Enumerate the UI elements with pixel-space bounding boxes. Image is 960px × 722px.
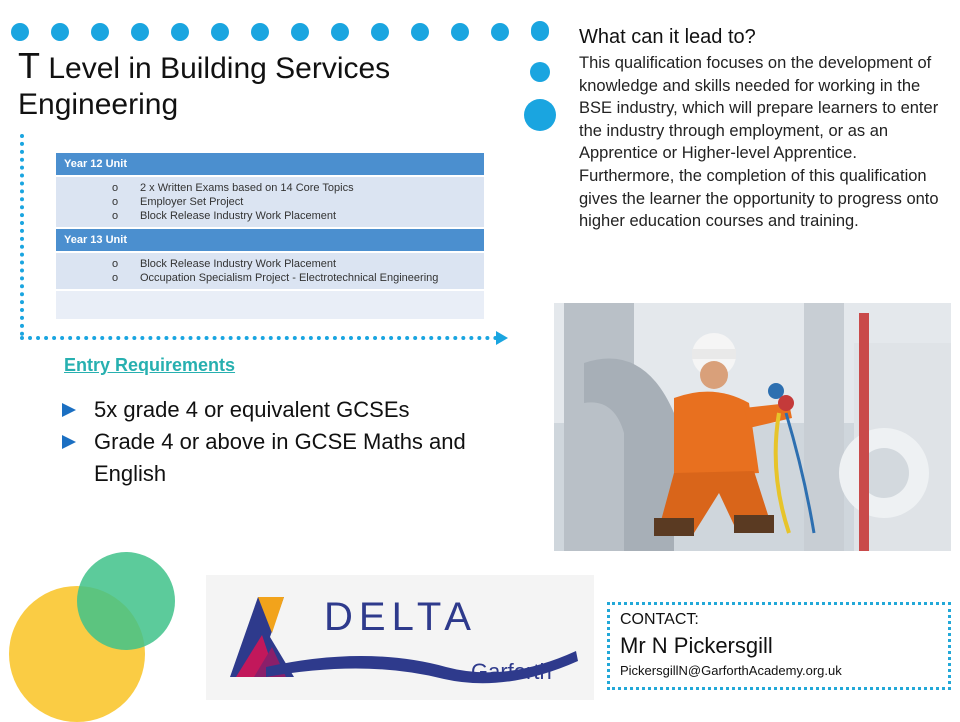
requirement-text: Grade 4 or above in GCSE Maths and English — [94, 429, 466, 486]
units-table — [56, 153, 484, 319]
arrow-bullet-icon — [62, 403, 76, 417]
decorative-dot — [530, 62, 550, 82]
bullet-icon: o — [112, 196, 119, 208]
list-item — [56, 271, 484, 285]
title-t: T — [18, 45, 40, 86]
decorative-dot — [524, 99, 556, 131]
engineer-photo — [554, 303, 951, 551]
unit-body-year12 — [56, 175, 484, 229]
entry-requirements-heading: Entry Requirements — [64, 355, 236, 375]
logo-name: DELTA — [324, 595, 477, 639]
logo-sub: Garforth — [471, 659, 552, 684]
unit-item-text: Block Release Industry Work Placement — [140, 210, 337, 222]
decorative-dot — [411, 23, 429, 41]
decorative-dot — [291, 23, 309, 41]
list-item — [62, 394, 542, 426]
bullet-icon: o — [112, 182, 119, 194]
contact-box — [607, 602, 951, 690]
decorative-dot — [11, 23, 29, 41]
title-rest: Level in Building Services Engineering — [18, 52, 391, 121]
empty-row — [56, 291, 484, 319]
decorative-dot — [491, 23, 509, 41]
bullet-icon: o — [112, 210, 119, 222]
contact-label: CONTACT: — [620, 611, 699, 628]
bullet-icon: o — [112, 258, 119, 270]
unit-item-text: Block Release Industry Work Placement — [140, 258, 337, 270]
unit-body-year13 — [56, 251, 484, 291]
decorative-dot — [371, 23, 389, 41]
arrow-icon — [496, 331, 508, 345]
lead-paragraph: This qualification focuses on the development of knowledge and skills needed for working in the BSE industry, which will prepare learners to enter the industry through employment, or as an Apprentice or Higher-level Apprentice. Furthermore, the completion of this qualification gives the learner the opportunity to progress onto higher education courses and training. — [579, 54, 939, 231]
bullet-icon: o — [112, 272, 119, 284]
contact-name: Mr N Pickersgill — [620, 633, 773, 658]
requirements-list — [62, 394, 542, 490]
decorative-dot — [91, 23, 109, 41]
decorative-dot — [531, 21, 549, 39]
decorative-dot — [251, 23, 269, 41]
contact-email[interactable]: PickersgillN@GarforthAcademy.org.uk — [620, 663, 842, 678]
decorative-dot — [451, 23, 469, 41]
list-item — [56, 257, 484, 271]
decorative-dot — [331, 23, 349, 41]
decorative-dot — [211, 23, 229, 41]
decorative-dot — [131, 23, 149, 41]
delta-logo — [206, 575, 594, 700]
frame-horizontal-dots — [20, 336, 498, 340]
requirement-text: 5x grade 4 or equivalent GCSEs — [94, 397, 410, 422]
page-title — [18, 45, 518, 123]
decorative-dot — [171, 23, 189, 41]
unit-item-text: Occupation Specialism Project - Electrotechnical Engineering — [140, 272, 439, 284]
lead-heading: What can it lead to? — [579, 26, 756, 48]
unit-item-text: 2 x Written Exams based on 14 Core Topics — [140, 182, 354, 194]
list-item — [56, 209, 484, 223]
list-item — [56, 195, 484, 209]
decorative-dot — [51, 23, 69, 41]
frame-vertical-dots — [20, 134, 24, 336]
green-circle — [77, 552, 175, 650]
unit-heading-year13: Year 13 Unit — [56, 229, 484, 251]
list-item — [62, 426, 542, 490]
list-item — [56, 181, 484, 195]
arrow-bullet-icon — [62, 435, 76, 449]
unit-item-text: Employer Set Project — [140, 196, 244, 208]
unit-heading-year12: Year 12 Unit — [56, 153, 484, 175]
